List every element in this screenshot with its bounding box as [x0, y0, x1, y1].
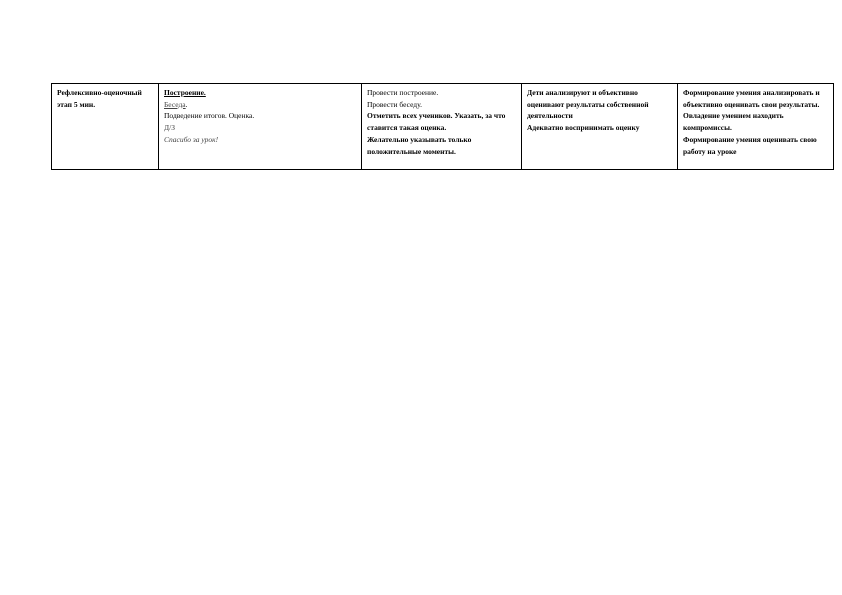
outcomes-line-2: Овладение умением находить компромиссы.: [683, 111, 784, 133]
content-homework: Д/З: [164, 123, 175, 133]
student-activity-cell: [522, 84, 678, 170]
content-heading: Построение.: [164, 88, 206, 97]
outcomes-line-1: Формирование умения анализировать и объективно оценивать свои результаты.: [683, 88, 820, 109]
outcomes-cell: [678, 84, 834, 170]
teacher-line-1: Провести построение.: [367, 88, 439, 97]
teacher-line-4: Желательно указывать только положительные моменты.: [367, 134, 472, 156]
content-summary: Подведение итогов. Оценка.: [164, 111, 255, 121]
content-talk-punct: .: [185, 99, 188, 109]
content-talk-line: [164, 99, 356, 111]
content-farewell: Спасибо за урок!: [164, 134, 219, 144]
content-cell: [159, 84, 362, 170]
table-row: [52, 84, 834, 170]
stage-cell: [52, 84, 159, 170]
teacher-activity-cell: [362, 84, 522, 170]
students-line-1: Дети анализируют и объективно оценивают результаты собственной деятельности: [527, 88, 649, 121]
teacher-line-3: Отметить всех учеников. Указать, за что ставится такая оценка.: [367, 111, 506, 133]
stage-text: Рефлексивно-оценочный этап 5 мин.: [57, 88, 142, 109]
content-talk: Беседа: [164, 99, 186, 109]
outcomes-line-3: Формирование умения оценивать свою работу на уроке: [683, 134, 817, 156]
teacher-line-2: Провести беседу.: [367, 99, 422, 109]
students-line-2: Адекватно воспринимать оценку: [527, 123, 640, 133]
lesson-plan-table: [51, 83, 834, 170]
